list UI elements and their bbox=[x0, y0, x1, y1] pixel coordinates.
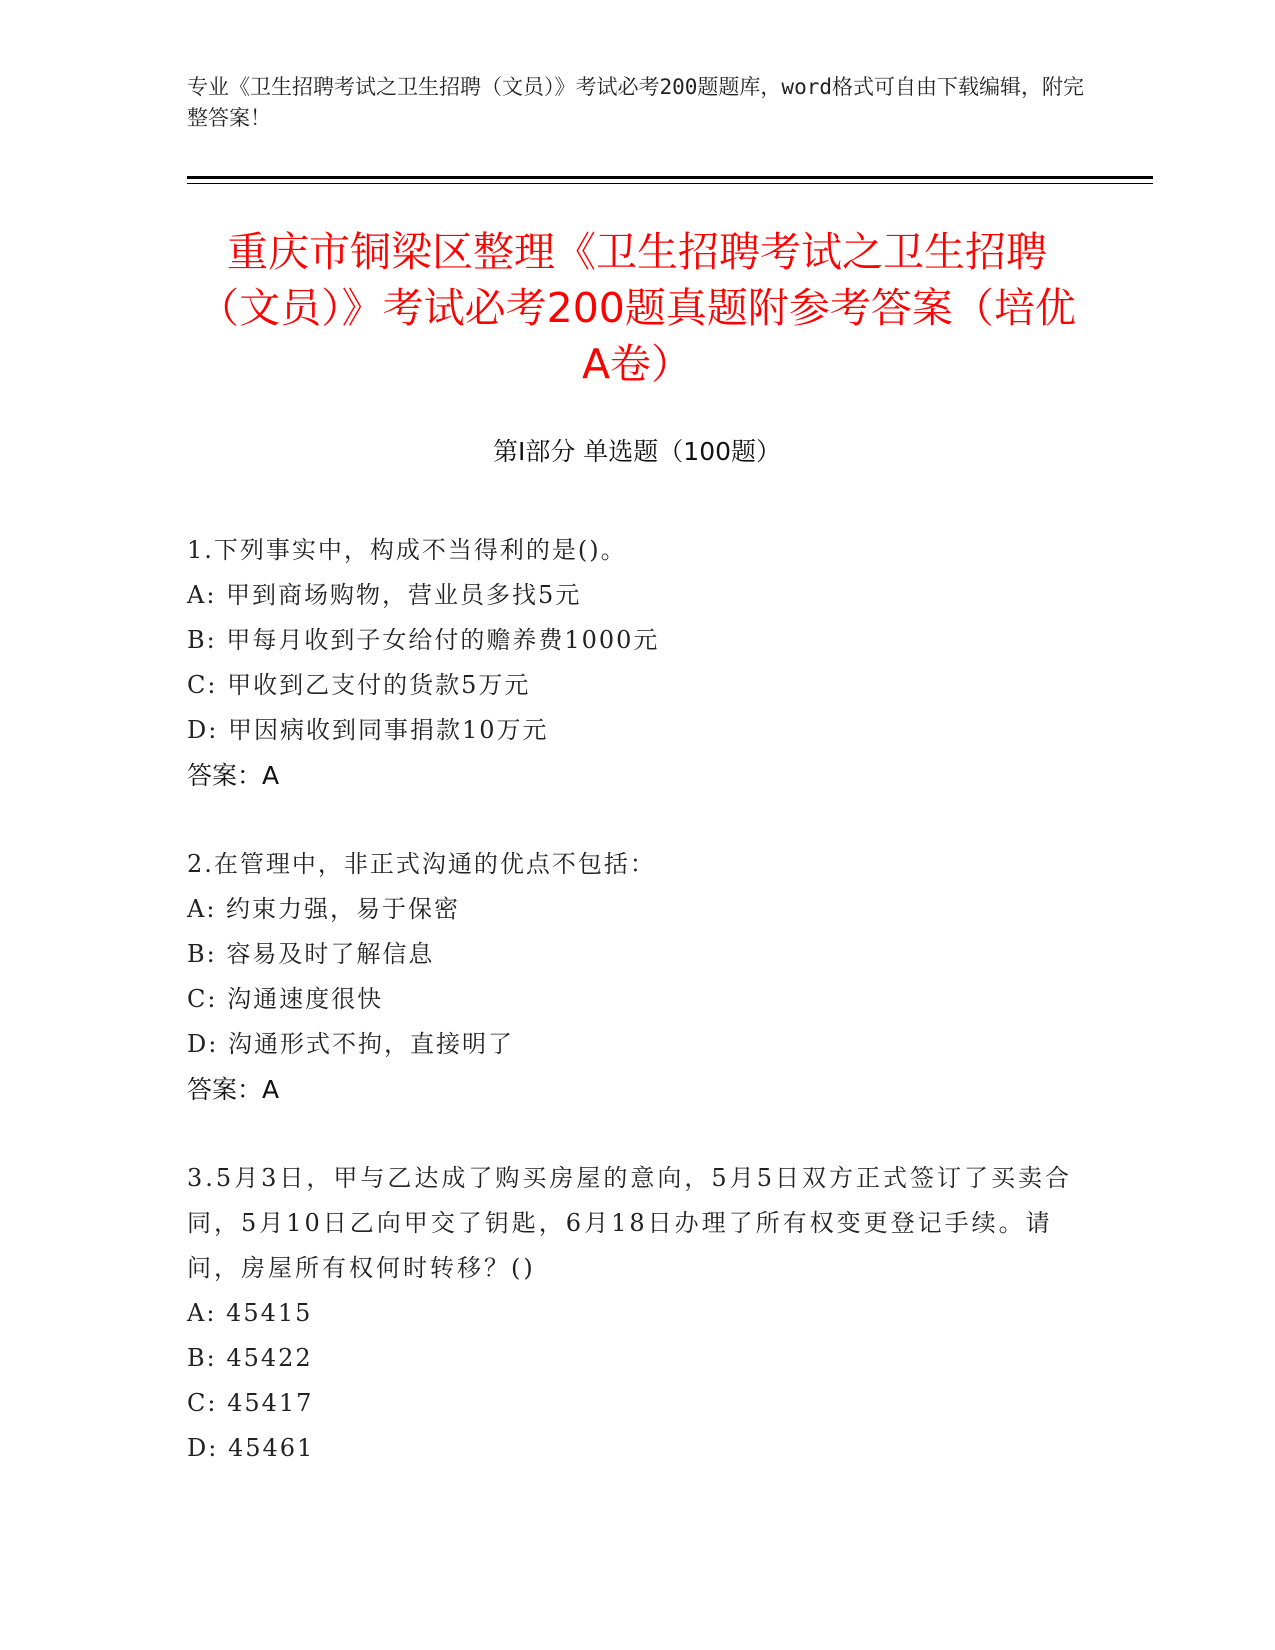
option-b: B: 甲每月收到子女给付的赡养费1000元 bbox=[187, 626, 660, 654]
option-d: D: 甲因病收到同事捐款10万元 bbox=[187, 716, 549, 744]
document-title: 重庆市铜梁区整理《卫生招聘考试之卫生招聘（文员）》考试必考200题真题附参考答案（培优A卷） bbox=[198, 228, 1076, 388]
answer-line: 答案：A bbox=[187, 1075, 280, 1104]
question-item bbox=[187, 528, 1087, 798]
question-stem: 1.下列事实中，构成不当得利的是()。 bbox=[187, 536, 627, 564]
answer-line: 答案：A bbox=[187, 761, 280, 790]
question-stem: 2.在管理中，非正式沟通的优点不包括： bbox=[187, 850, 656, 878]
option-a: A: 约束力强，易于保密 bbox=[187, 895, 461, 923]
question-list bbox=[187, 528, 1087, 1515]
option-c: C: 甲收到乙支付的货款5万元 bbox=[187, 671, 531, 699]
document-intro-note: 专业《卫生招聘考试之卫生招聘（文员）》考试必考200题题库，word格式可自由下载编辑，附完整答案！ bbox=[187, 75, 1084, 130]
option-a: A: 45415 bbox=[187, 1299, 313, 1327]
section-heading: 第I部分 单选题（100题） bbox=[492, 437, 782, 466]
question-item bbox=[187, 1156, 1087, 1471]
option-c: C: 沟通速度很快 bbox=[187, 985, 384, 1013]
option-b: B: 容易及时了解信息 bbox=[187, 940, 435, 968]
option-d: D: 沟通形式不拘，直接明了 bbox=[187, 1030, 514, 1058]
header-divider-thick bbox=[187, 176, 1153, 179]
header-divider-thin bbox=[187, 183, 1153, 184]
option-a: A: 甲到商场购物，营业员多找5元 bbox=[187, 581, 582, 609]
question-stem: 3.5月3日，甲与乙达成了购买房屋的意向，5月5日双方正式签订了买卖合同，5月10日乙向甲交了钥匙，6月18日办理了所有权变更登记手续。请问，房屋所有权何时转移？() bbox=[187, 1164, 1072, 1282]
option-c: C: 45417 bbox=[187, 1389, 314, 1417]
option-b: B: 45422 bbox=[187, 1344, 313, 1372]
option-d: D: 45461 bbox=[187, 1434, 315, 1462]
question-item bbox=[187, 842, 1087, 1112]
